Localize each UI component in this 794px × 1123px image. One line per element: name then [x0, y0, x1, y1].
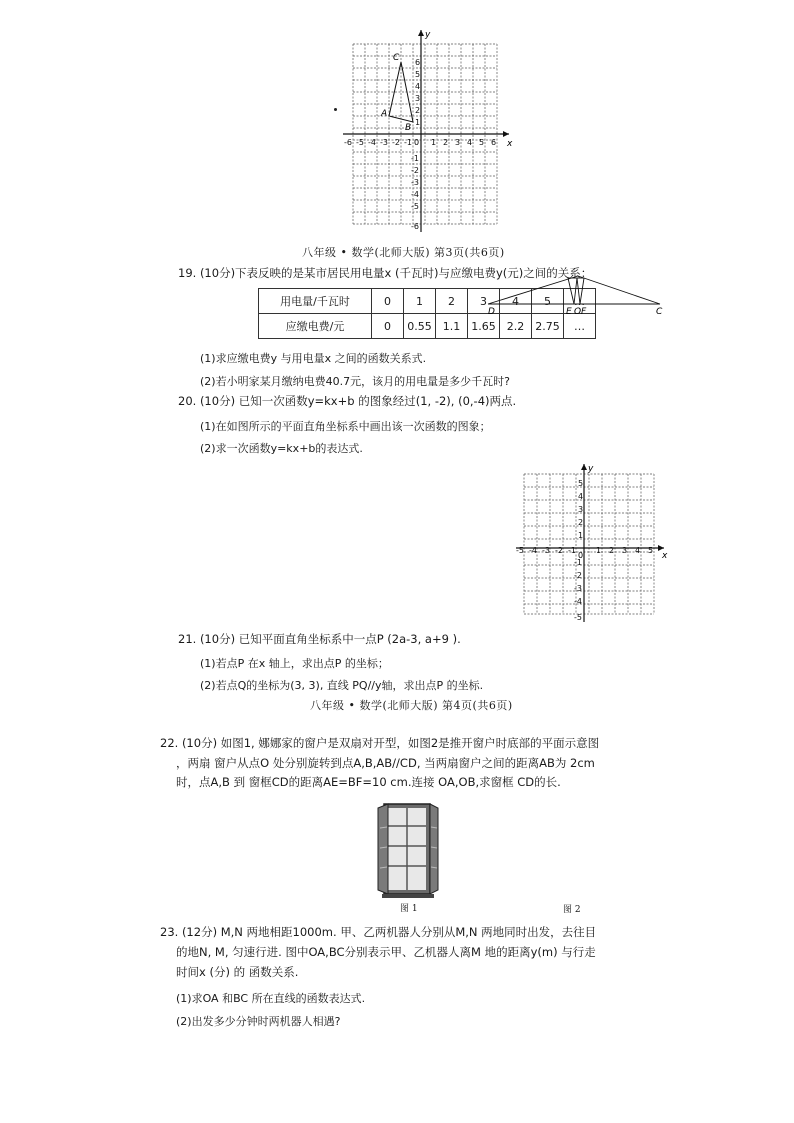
svg-text:-2: -2: [411, 166, 419, 175]
svg-text:1: 1: [431, 138, 437, 147]
q19-sub2: (2)若小明家某月缴纳电费40.7元，该月的用电量是多少千瓦时?: [200, 375, 510, 388]
svg-text:-1: -1: [568, 546, 576, 555]
svg-text:-4: -4: [411, 190, 419, 199]
table-cell: 5: [532, 289, 564, 314]
coordinate-grid-blank: [512, 460, 672, 626]
svg-text:4: 4: [415, 82, 421, 91]
svg-text:-3: -3: [574, 584, 582, 593]
svg-text:4: 4: [578, 492, 584, 501]
svg-text:4: 4: [635, 546, 641, 555]
q23-line2: 的地N, M, 匀速行进. 图中OA,BC分别表示甲、乙机器人离M 地的距离y(m) 与行走: [176, 945, 596, 959]
q21-title: 21. (10分) 已知平面直角坐标系中一点P (2a-3, a+9 ).: [178, 632, 461, 646]
q22-line2: ，两扇 窗户从点O 处分别旋转到点A,B,AB//CD, 当两扇窗户之间的距离AB为 2cm: [176, 756, 595, 770]
svg-text:-5: -5: [356, 138, 364, 147]
window-photo: [376, 800, 440, 900]
q20-title: 20. (10分) 已知一次函数y=kx+b 的图象经过(1, -2), (0,-4)两点.: [178, 394, 517, 408]
svg-text:1: 1: [596, 546, 602, 555]
svg-text:3: 3: [622, 546, 628, 555]
table-cell: 3: [468, 289, 500, 314]
footer-page4: 八年级 • 数学(北师大版) 第4页(共6页): [310, 699, 513, 712]
table-cell: 4: [500, 289, 532, 314]
svg-text:-1: -1: [411, 154, 419, 163]
figure1-caption: 图 1: [400, 904, 418, 914]
svg-text:-5: -5: [574, 613, 582, 622]
svg-text:2: 2: [609, 546, 615, 555]
q23-sub1: (1)求OA 和BC 所在直线的函数表达式.: [176, 992, 366, 1005]
svg-text:3: 3: [415, 94, 421, 103]
q22-line1: 22. (10分) 如图1, 娜娜家的窗户是双扇对开型，如图2是推开窗户时底部的平面示意图: [160, 736, 600, 750]
svg-text:3: 3: [455, 138, 461, 147]
q23-line1: 23. (12分) M,N 两地相距1000m. 甲、乙两机器人分别从M,N 两地同时出发，去往目: [160, 925, 597, 939]
q19-title: 19. (10分)下表反映的是某市居民用电量x (千瓦时)与应缴电费y(元)之间的关系：: [178, 266, 593, 280]
svg-text:1: 1: [415, 118, 421, 127]
svg-text:2: 2: [415, 106, 421, 115]
svg-text:y: y: [588, 464, 594, 474]
svg-text:-5: -5: [411, 202, 419, 211]
svg-text:-2: -2: [392, 138, 400, 147]
q23-sub2: (2)出发多少分钟时两机器人相遇?: [176, 1015, 341, 1028]
svg-text:4: 4: [467, 138, 473, 147]
svg-text:0: 0: [578, 551, 584, 560]
figure2-caption: 图 2: [563, 905, 581, 915]
footer-page3: 八年级 • 数学(北师大版) 第3页(共6页): [302, 246, 505, 259]
svg-text:2: 2: [443, 138, 449, 147]
svg-text:-3: -3: [411, 178, 419, 187]
svg-text:-4: -4: [368, 138, 376, 147]
svg-text:A: A: [381, 109, 388, 119]
table-cell: …: [564, 314, 596, 339]
svg-text:C: C: [393, 53, 400, 63]
table-cell: 1.65: [468, 314, 500, 339]
table-cell: 1: [404, 289, 436, 314]
svg-text:-6: -6: [344, 138, 352, 147]
svg-text:C: C: [656, 307, 663, 317]
svg-text:5: 5: [648, 546, 654, 555]
q23-line3: 时间x (分) 的 函数关系.: [176, 965, 299, 979]
table-cell: 0: [372, 289, 404, 314]
table-cell: 2.2: [500, 314, 532, 339]
svg-text:-4: -4: [529, 546, 537, 555]
svg-text:-2: -2: [574, 571, 582, 580]
svg-text:-1: -1: [574, 558, 582, 567]
svg-text:0: 0: [414, 138, 420, 147]
svg-text:3: 3: [578, 505, 584, 514]
svg-text:5: 5: [479, 138, 485, 147]
svg-text:-3: -3: [542, 546, 550, 555]
svg-text:-5: -5: [516, 546, 524, 555]
svg-text:y: y: [425, 30, 431, 40]
svg-text:5: 5: [578, 479, 584, 488]
table-cell: …: [564, 289, 596, 314]
q21-sub2: (2)若点Q的坐标为(3, 3), 直线 PQ//y轴，求出点P 的坐标.: [200, 679, 484, 692]
table-cell: 2: [436, 289, 468, 314]
svg-text:x: x: [662, 551, 668, 561]
table-header-fee: 应缴电费/元: [259, 314, 372, 339]
q21-sub1: (1)若点P 在x 轴上，求出点P 的坐标；: [200, 657, 389, 670]
svg-text:-1: -1: [404, 138, 412, 147]
q20-sub1: (1)在如图所示的平面直角坐标系中画出该一次函数的图象；: [200, 420, 491, 433]
svg-text:5: 5: [415, 70, 421, 79]
stray-dot: [334, 108, 337, 111]
svg-text:2: 2: [578, 518, 584, 527]
table-cell: 2.75: [532, 314, 564, 339]
svg-text:6: 6: [415, 58, 421, 67]
svg-text:E: E: [566, 307, 572, 317]
svg-text:6: 6: [491, 138, 497, 147]
svg-text:F: F: [581, 307, 587, 317]
table-cell: 1.1: [436, 314, 468, 339]
svg-text:-4: -4: [574, 597, 582, 606]
q20-sub2: (2)求一次函数y=kx+b的表达式.: [200, 442, 363, 455]
svg-text:x: x: [507, 139, 513, 149]
table-cell: 0.55: [404, 314, 436, 339]
svg-text:D: D: [488, 307, 495, 317]
window-diagram-overlay: [480, 270, 670, 320]
svg-text:1: 1: [578, 531, 584, 540]
svg-text:-3: -3: [380, 138, 388, 147]
svg-text:O: O: [574, 307, 582, 317]
svg-text:B: B: [405, 123, 412, 133]
table-header-usage: 用电量/千瓦时: [259, 289, 372, 314]
table-cell: 0: [372, 314, 404, 339]
svg-text:-6: -6: [411, 222, 419, 231]
q22-line3: 时，点A,B 到 窗框CD的距离AE=BF=10 cm.连接 OA,OB,求窗框 CD的长.: [176, 775, 561, 789]
svg-text:-2: -2: [555, 546, 563, 555]
q19-sub1: (1)求应缴电费y 与用电量x 之间的函数关系式.: [200, 352, 427, 365]
coordinate-grid-triangle: [335, 28, 515, 240]
